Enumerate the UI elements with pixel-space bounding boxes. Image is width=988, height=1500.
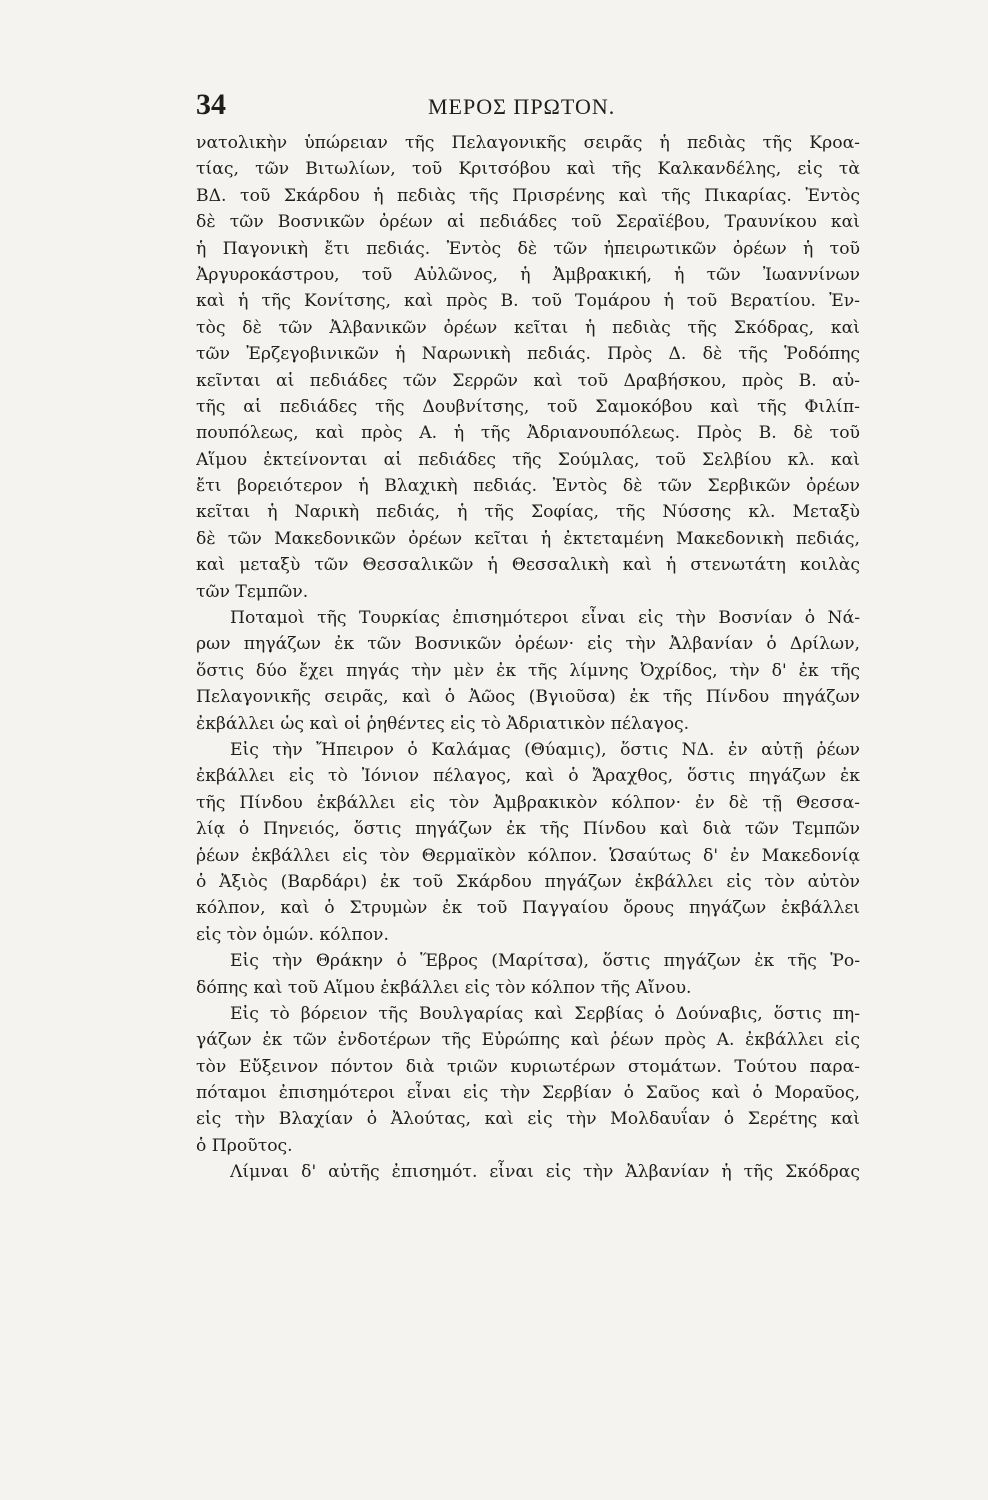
text-line: τῆς Πίνδου ἐκβάλλει εἰς τὸν Ἀμβρακικὸν κόλπον· ἐν δὲ τῇ Θεσσα-	[196, 792, 860, 813]
text-line: Πελαγονικῆς σειρᾶς, καὶ ὁ Ἀῶος (Βγιοῦσα) ἐκ τῆς Πίνδου πηγάζων	[196, 687, 860, 708]
text-line: Εἰς τὴν Θράκην ὁ Ἕβρος (Μαρίτσα), ὅστις πηγάζων ἐκ τῆς Ῥο-	[230, 951, 860, 972]
text-line: κόλπον, καὶ ὁ Στρυμὼν ἐκ τοῦ Παγγαίου ὄρους πηγάζων ἐκβάλλει	[196, 898, 860, 919]
text-line: Εἰς τὸ βόρειον τῆς Βουλγαρίας καὶ Σερβίας ὁ Δούναβις, ὅστις πη-	[230, 1003, 860, 1024]
text-line: πόταμοι ἐπισημότεροι εἶναι εἰς τὴν Σερβίαν ὁ Σαῦος καὶ ὁ Μοραῦος,	[196, 1083, 860, 1104]
body-text	[196, 130, 860, 1186]
text-line: καὶ μεταξὺ τῶν Θεσσαλικῶν ἡ Θεσσαλικὴ καὶ ἡ στενωτάτη κοιλὰς	[196, 555, 860, 576]
text-line: ΒΔ. τοῦ Σκάρδου ἡ πεδιὰς τῆς Πρισρένης καὶ τῆς Πικαρίας. Ἐντὸς	[196, 185, 860, 206]
running-title: ΜΕΡΟΣ ΠΡΩΤΟΝ.	[428, 94, 616, 119]
page-number: 34	[196, 88, 226, 121]
text-line: εἰς τὴν Βλαχίαν ὁ Ἀλούτας, καὶ εἰς τὴν Μολδαυΐαν ὁ Σερέτης καὶ	[196, 1109, 860, 1130]
text-line: Ποταμοὶ τῆς Τουρκίας ἐπισημότεροι εἶναι εἰς τὴν Βοσνίαν ὁ Νά-	[230, 608, 860, 629]
text-line: δὲ τῶν Βοσνικῶν ὀρέων αἱ πεδιάδες τοῦ Σεραϊέβου, Τραυνίκου καὶ	[196, 212, 860, 233]
text-line: ἐκβάλλει ὡς καὶ οἱ ῥηθέντες εἰς τὸ Ἀδριατικὸν πέλαγος.	[196, 713, 690, 734]
text-line: τὸν Εὔξεινον πόντον διὰ τριῶν κυριωτέρων στομάτων. Τούτου παρα-	[196, 1056, 860, 1077]
text-line: ἡ Παγονικὴ ἔτι πεδιάς. Ἐντὸς δὲ τῶν ἠπειρωτικῶν ὀρέων ἡ τοῦ	[196, 238, 860, 259]
text-line: εἰς τὸν ὁμών. κόλπον.	[196, 924, 389, 945]
text-line: ἐκβάλλει εἰς τὸ Ἰόνιον πέλαγος, καὶ ὁ Ἄραχθος, ὅστις πηγάζων ἐκ	[196, 766, 860, 787]
text-line: τῆς αἱ πεδιάδες τῆς Δουβνίτσης, τοῦ Σαμοκόβου καὶ τῆς Φιλίπ-	[196, 396, 860, 417]
text-line: λίᾳ ὁ Πηνειός, ὅστις πηγάζων ἐκ τῆς Πίνδου καὶ διὰ τῶν Τεμπῶν	[196, 819, 860, 840]
text-line: ἔτι βορειότερον ἡ Βλαχικὴ πεδιάς. Ἐντὸς δὲ τῶν Σερβικῶν ὀρέων	[196, 476, 860, 497]
text-line: Λίμναι δ' αὐτῆς ἐπισημότ. εἶναι εἰς τὴν Ἀλβανίαν ἡ τῆς Σκόδρας	[230, 1162, 860, 1183]
text-line: ὁ Ἀξιὸς (Βαρδάρι) ἐκ τοῦ Σκάρδου πηγάζων ἐκβάλλει εἰς τὸν αὐτὸν	[196, 871, 860, 892]
text-line: τὸς δὲ τῶν Ἀλβανικῶν ὀρέων κεῖται ἡ πεδιὰς τῆς Σκόδρας, καὶ	[196, 317, 860, 338]
text-line: καὶ ἡ τῆς Κονίτσης, καὶ πρὸς Β. τοῦ Τομάρου ἡ τοῦ Βερατίου. Ἐν-	[196, 291, 860, 312]
text-line: κεῖται ἡ Ναρικὴ πεδιάς, ἡ τῆς Σοφίας, τῆς Νύσσης κλ. Μεταξὺ	[196, 502, 860, 523]
text-line: πουπόλεως, καὶ πρὸς Α. ἡ τῆς Ἀδριανουπόλεως. Πρὸς Β. δὲ τοῦ	[196, 423, 860, 444]
page-header	[196, 88, 856, 122]
text-line: γάζων ἐκ τῶν ἐνδοτέρων τῆς Εὐρώπης καὶ ῥέων πρὸς Α. ἐκβάλλει εἰς	[196, 1030, 860, 1051]
text-line: Ἀργυροκάστρου, τοῦ Αὐλῶνος, ἡ Ἀμβρακική, ἡ τῶν Ἰωαννίνων	[196, 264, 860, 285]
text-line: ῥέων ἐκβάλλει εἰς τὸν Θερμαϊκὸν κόλπον. Ὡσαύτως δ' ἐν Μακεδονίᾳ	[196, 845, 860, 866]
text-line: δὲ τῶν Μακεδονικῶν ὀρέων κεῖται ἡ ἐκτεταμένη Μακεδονικὴ πεδιάς,	[196, 528, 860, 549]
text-line: δόπης καὶ τοῦ Αἵμου ἐκβάλλει εἰς τὸν κόλπον τῆς Αἴνου.	[196, 977, 692, 998]
text-line: ὅστις δύο ἔχει πηγάς τὴν μὲν ἐκ τῆς λίμνης Ὀχρίδος, τὴν δ' ἐκ τῆς	[196, 660, 860, 681]
text-line: ρων πηγάζων ἐκ τῶν Βοσνικῶν ὀρέων· εἰς τὴν Ἀλβανίαν ὁ Δρίλων,	[196, 634, 860, 655]
text-line: ὁ Προῦτος.	[196, 1135, 293, 1156]
text-line: τῶν Τεμπῶν.	[196, 581, 309, 602]
text-line: κεῖνται αἱ πεδιάδες τῶν Σερρῶν καὶ τοῦ Δραβήσκου, πρὸς Β. αὐ-	[196, 370, 860, 391]
text-line: Αἵμου ἐκτείνονται αἱ πεδιάδες τῆς Σούμλας, τοῦ Σελβίου κλ. καὶ	[196, 449, 860, 470]
text-line: τίας, τῶν Βιτωλίων, τοῦ Κριτσόβου καὶ τῆς Καλκανδέλης, εἰς τὰ	[196, 159, 860, 180]
text-line: Εἰς τὴν Ἤπειρον ὁ Καλάμας (Θύαμις), ὅστις ΝΔ. ἐν αὐτῇ ῥέων	[230, 739, 860, 760]
text-line: νατολικὴν ὑπώρειαν τῆς Πελαγονικῆς σειρᾶς ἡ πεδιὰς τῆς Κροα-	[196, 133, 860, 153]
text-line: τῶν Ἐρζεγοβινικῶν ἡ Ναρωνικὴ πεδιάς. Πρὸς Δ. δὲ τῆς Ῥοδόπης	[196, 344, 860, 365]
